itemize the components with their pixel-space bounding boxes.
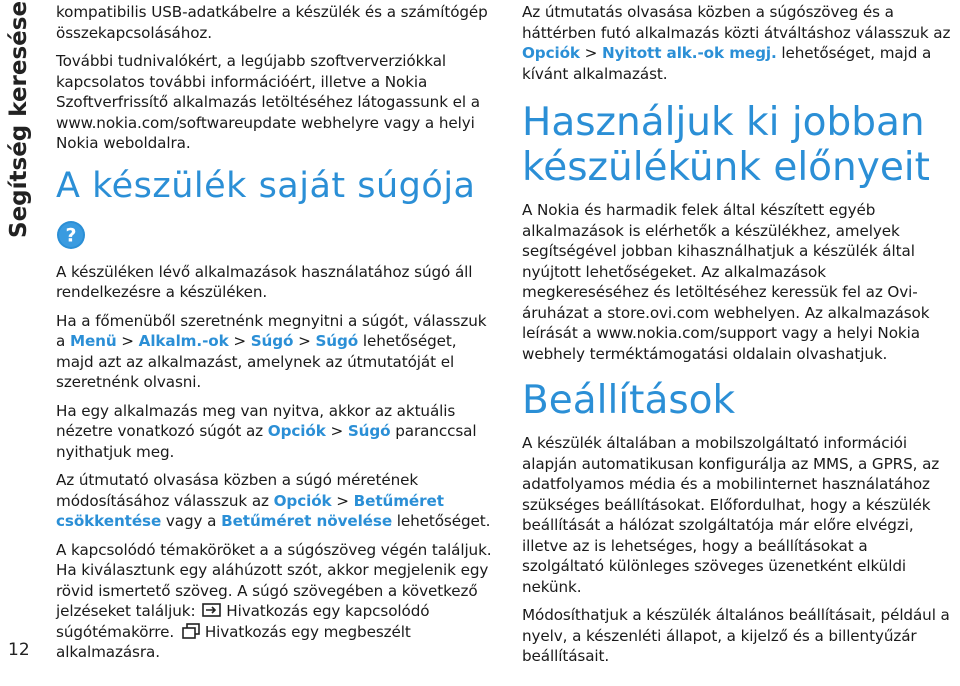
left-column bbox=[56, 2, 496, 671]
section-title-vertical: Segítség keresése bbox=[6, 0, 32, 238]
help-link-2: Súgó bbox=[315, 332, 359, 350]
paragraph-open-help-menu: Ha a főmenüből szeretnénk megnyitni a súgót, válasszuk a Menü > Alkalm.-ok > Súgó > Súgó lehetőséget, majd azt az alkalmazást, amelynek az útmutatóját el szeretnénk olvasni. bbox=[56, 311, 487, 391]
app-link-icon bbox=[181, 623, 201, 639]
paragraph-settings-general: Módosíthatjuk a készülék általános beállításait, például a nyelv, a készenléti állapot, a kijelző és a billentyűzár beállításait. bbox=[522, 606, 950, 665]
options-link: Opciók bbox=[522, 44, 580, 62]
right-column bbox=[522, 2, 952, 675]
paragraph-help-available: A készüléken lévő alkalmazások használatához súgó áll rendelkezésre a készüléken. bbox=[56, 262, 473, 301]
menu-link: Menü bbox=[69, 332, 117, 350]
increase-font-link: Betűméret növelése bbox=[221, 512, 393, 530]
help-link-1: Súgó bbox=[250, 332, 294, 350]
help-question-icon bbox=[56, 220, 86, 250]
related-topic-link-icon bbox=[202, 602, 222, 618]
decrease-font-link: Betűméret csökkentése bbox=[56, 491, 444, 530]
help-link: Súgó bbox=[347, 422, 391, 440]
page-number: 12 bbox=[8, 640, 30, 660]
paragraph-settings-auto: A készülék általában a mobilszolgáltató információi alapján automatikusan konfigurálja az MMS, a GPRS, az adatfolyamos média és a mobilinternet használatához szükséges beállításokat. Előfordulhat, hogy a készülék beállítását a hálózat szolgáltatója már előre elvégzi, illetve az is lehetséges, hogy a beállításokat a szolgáltató különleges szöveges üzenetként elküldi nekünk. bbox=[522, 434, 940, 596]
options-link: Opciók bbox=[273, 491, 332, 510]
paragraph-usb: kompatibilis USB-adatkábelre a készülék és a számítógép összekapcsolásához. bbox=[56, 3, 488, 42]
paragraph-more-apps: A Nokia és harmadik felek által készített egyéb alkalmazások is elérhetők a készülékhez, amelyek segítségével jobban kihasználhatjuk a készülék által nyújtott lehetőségeket. Az alkalmazások megkereséséhez és letöltéséhez keressük fel az Ovi-áruházat a store.ovi.com webhelyen. Az alkalmazások leírását a www.nokia.com/support vagy a helyi Nokia webhely terméktámogatási oldalain olvashatjuk. bbox=[522, 201, 930, 363]
svg-text:?: ? bbox=[65, 224, 77, 246]
apps-link: Alkalm.-ok bbox=[138, 332, 229, 350]
paragraph-switch-app: Az útmutatás olvasása közben a súgószöveg és a háttérben futó alkalmazás közti átváltáshoz válasszuk az Opciók > Nyitott alk.-ok megj. lehetőséget, majd a kívánt alkalmazást. bbox=[522, 3, 951, 83]
heading-device-help: A készülék saját súgója bbox=[56, 165, 476, 206]
heading-settings: Beállítások bbox=[522, 378, 736, 423]
open-apps-link: Nyitott alk.-ok megj. bbox=[602, 44, 777, 62]
paragraph-font-size: Az útmutató olvasása közben a súgó méretének módosításához válasszuk az Opciók > Betűméret csökkentése vagy a Betűméret növelése lehetőséget. bbox=[56, 471, 491, 530]
paragraph-open-help-app: Ha egy alkalmazás meg van nyitva, akkor az aktuális nézetre vonatkozó súgót az Opciók > Súgó paranccsal nyithatjuk meg. bbox=[56, 401, 477, 461]
paragraph-related-topics: A kapcsolódó témaköröket a a súgószöveg végén találjuk. Ha kiválasztunk egy aláhúzott szót, akkor megjelenik egy rövid ismertető szöveg. A súgó szövegében a következő jelzéseket találjuk: Hivatkozás egy kapcsolódó súgótémakörre. Hivatkozás egy megbeszélt alkalmazásra. bbox=[56, 540, 492, 661]
paragraph-software-update: További tudnivalókért, a legújabb szoftververziókkal kapcsolatos további információért, illetve a Nokia Szoftverfrissítő alkalmazás letöltéséhez látogassunk el a www.nokia.com/softwareupdate webhelyre vagy a helyi Nokia weboldalra. bbox=[56, 52, 480, 152]
heading-get-more: Használjuk ki jobban készülékünk előnyeit bbox=[522, 100, 930, 190]
options-link: Opciók bbox=[267, 422, 326, 440]
sidebar bbox=[0, 0, 40, 686]
